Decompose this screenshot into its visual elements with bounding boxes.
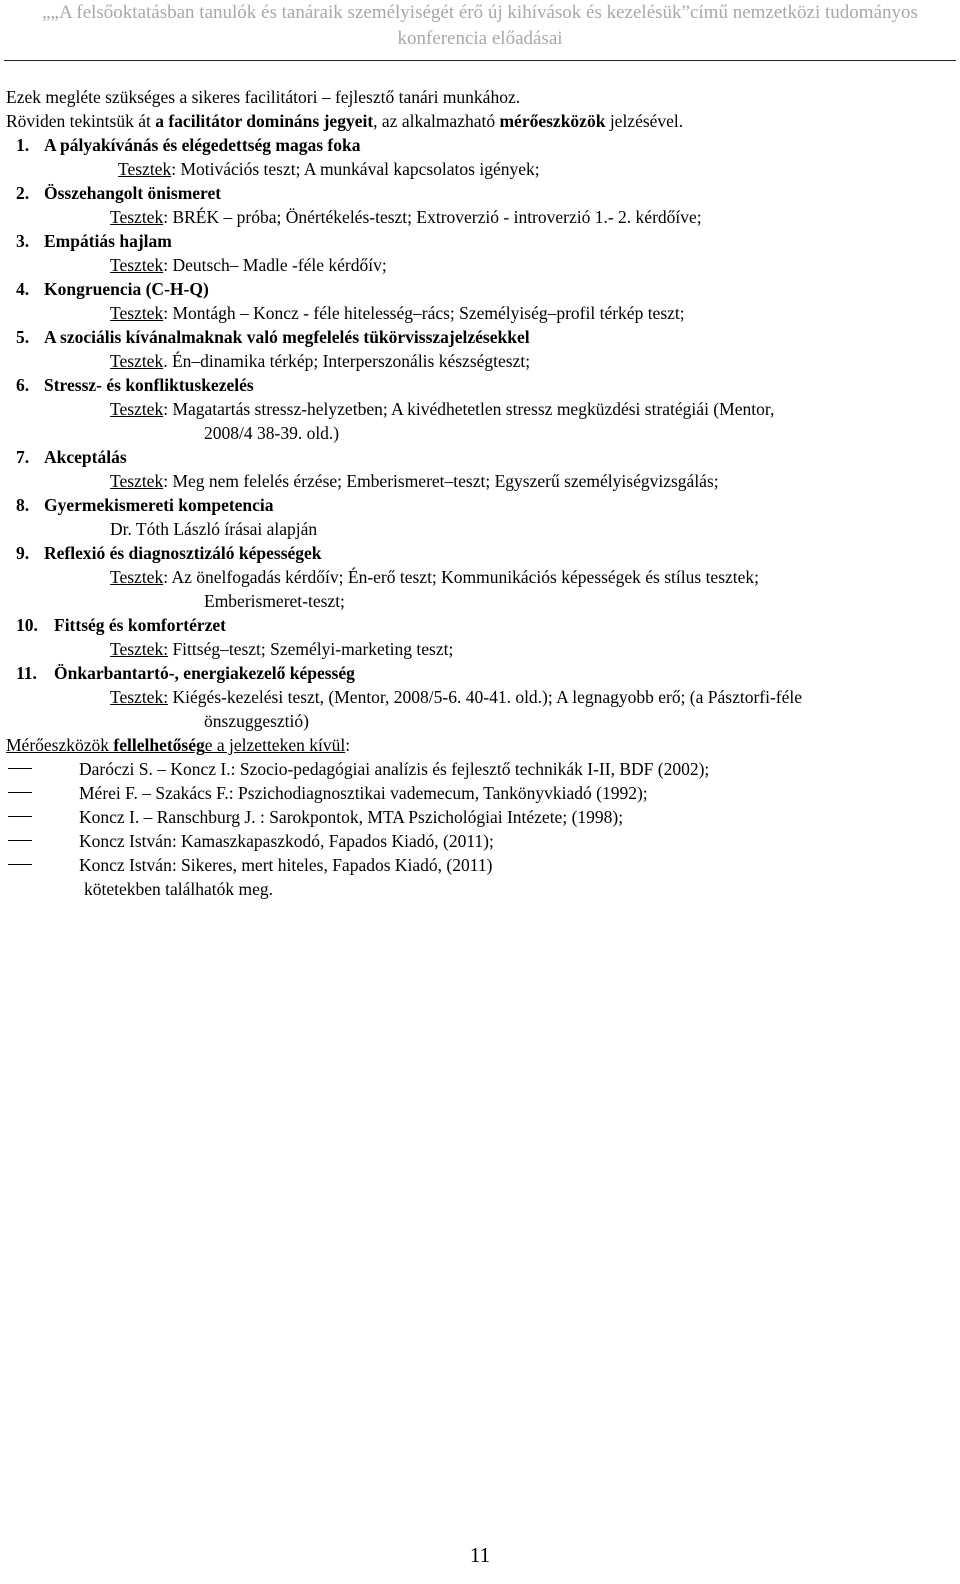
closing-line: kötetekben találhatók meg.: [84, 879, 274, 899]
tests-line: [6, 301, 956, 325]
tests-line: [6, 253, 956, 277]
running-header: [0, 0, 960, 52]
dash-bullet-icon: [8, 792, 32, 793]
item-number: 4.: [16, 279, 30, 299]
tests-text: : Montágh – Koncz - féle hitelesség–rács; Személyiség–profil térkép teszt;: [163, 303, 685, 323]
tests-continuation: önszuggesztió): [204, 711, 309, 731]
header-line-1: „„A felsőoktatásban tanulók és tanáraik személyiségét érő új kihívások és kezelésük”című nemzetközi tudományos: [42, 2, 918, 23]
tests-line: [6, 469, 956, 493]
item-number: 8.: [16, 495, 30, 515]
intro-text: Röviden tekintsük át: [6, 111, 156, 131]
page-body: [6, 85, 956, 901]
tests-text: : Deutsch– Madle -féle kérdőív;: [163, 255, 387, 275]
references-heading-text: e a jelzetteken kívül: [204, 735, 346, 755]
competency-title: [6, 277, 956, 301]
dash-bullet-icon: [8, 864, 32, 865]
competency-title: [6, 229, 956, 253]
references-heading-text: Mérőeszközök: [6, 735, 114, 755]
intro-line-2: [6, 109, 956, 133]
tests-text: : Motivációs teszt; A munkával kapcsolatos igények;: [171, 159, 540, 179]
item-number: 2.: [16, 183, 30, 203]
tests-continuation: Emberismeret-teszt;: [204, 591, 345, 611]
references-list: [6, 757, 956, 877]
reference-item: [6, 853, 956, 877]
item-label: Összehangolt önismeret: [44, 183, 222, 203]
references-heading-emphasis: fellelhetőség: [113, 735, 205, 755]
item-label: Gyermekismereti kompetencia: [44, 495, 274, 515]
tests-line: [6, 157, 956, 181]
header-line-2: konferencia előadásai: [397, 28, 563, 49]
item-number: 6.: [16, 375, 30, 395]
competency-title: [6, 541, 956, 565]
reference-item: [6, 829, 956, 853]
item-number: 10.: [16, 615, 38, 635]
tests-line: [6, 205, 956, 229]
tests-line: [6, 517, 956, 541]
tests-label: Tesztek: [110, 351, 164, 371]
item-label: A pályakívánás és elégedettség magas foka: [44, 135, 361, 155]
item-label: Önkarbantartó-, energiakezelő képesség: [54, 663, 355, 683]
competency-title: [6, 445, 956, 469]
reference-item: [6, 805, 956, 829]
intro-emphasis: a facilitátor domináns jegyeit: [155, 111, 374, 131]
tests-text: Dr. Tóth László írásai alapján: [110, 519, 318, 539]
tests-continuation: 2008/4 38-39. old.): [204, 423, 340, 443]
tests-label: Tesztek: [110, 399, 164, 419]
dash-bullet-icon: [8, 840, 32, 841]
dash-bullet-icon: [8, 768, 32, 769]
header-divider: [4, 60, 956, 61]
item-number: 5.: [16, 327, 30, 347]
tests-text: : Az önelfogadás kérdőív; Én-erő teszt; Kommunikációs képességek és stílus tesztek;: [163, 567, 760, 587]
tests-text: Fittség–teszt; Személyi-marketing teszt;: [168, 639, 454, 659]
tests-line: [6, 685, 956, 709]
tests-text: : Magatartás stressz-helyzetben; A kivédhetetlen stressz megküzdési stratégiái (Mentor,: [163, 399, 775, 419]
dash-bullet-icon: [8, 816, 32, 817]
item-label: Kongruencia (C-H-Q): [44, 279, 209, 299]
tests-label: Tesztek: [110, 471, 164, 491]
intro-text: jelzésével.: [605, 111, 684, 131]
competency-title: [6, 373, 956, 397]
reference-text: Koncz I. – Ranschburg J. : Sarokpontok, MTA Pszichológiai Intézete; (1998);: [79, 807, 624, 827]
tests-text: Kiégés-kezelési teszt, (Mentor, 2008/5-6. 40-41. old.); A legnagyobb erő; (a Pásztorfi-féle: [168, 687, 803, 707]
competency-title: [6, 325, 956, 349]
tests-label: Tesztek:: [110, 639, 169, 659]
tests-line: [6, 349, 956, 373]
tests-label: Tesztek:: [110, 687, 169, 707]
competency-title: [6, 493, 956, 517]
tests-line: [6, 637, 956, 661]
competency-title: [6, 613, 956, 637]
item-number: 11.: [16, 663, 37, 683]
reference-text: Mérei F. – Szakács F.: Pszichodiagnosztikai vademecum, Tankönyvkiadó (1992);: [79, 783, 648, 803]
tests-line: [6, 397, 956, 421]
tests-line: [6, 565, 956, 589]
item-label: Stressz- és konfliktuskezelés: [44, 375, 254, 395]
item-label: Empátiás hajlam: [44, 231, 172, 251]
intro-emphasis: mérőeszközök: [499, 111, 606, 131]
item-number: 3.: [16, 231, 30, 251]
tests-label: Tesztek: [110, 255, 164, 275]
item-label: Fittség és komfortérzet: [54, 615, 226, 635]
tests-label: Tesztek: [110, 303, 164, 323]
reference-text: Koncz István: Kamaszkapaszkodó, Fapados Kiadó, (2011);: [79, 831, 494, 851]
competency-title: [6, 133, 956, 157]
competency-title: [6, 181, 956, 205]
item-number: 1.: [16, 135, 30, 155]
tests-label: Tesztek: [110, 207, 164, 227]
item-number: 7.: [16, 447, 30, 467]
references-heading: [6, 733, 956, 757]
page-number: 11: [469, 1543, 491, 1567]
references-heading-colon: :: [345, 735, 351, 755]
item-label: Reflexió és diagnosztizáló képességek: [44, 543, 322, 563]
tests-label: Tesztek: [110, 567, 164, 587]
item-label: Akceptálás: [44, 447, 127, 467]
reference-text: Daróczi S. – Koncz I.: Szocio-pedagógiai analízis és fejlesztő technikák I-II, BDF (2002);: [79, 759, 710, 779]
item-number: 9.: [16, 543, 30, 563]
reference-item: [6, 757, 956, 781]
item-label: A szociális kívánalmaknak való megfelelés tükörvisszajelzésekkel: [44, 327, 530, 347]
competency-title: [6, 661, 956, 685]
tests-text: : BRÉK – próba; Önértékelés-teszt; Extroverzió - introverzió 1.- 2. kérdőíve;: [163, 207, 702, 227]
reference-item: [6, 781, 956, 805]
tests-label: Tesztek: [118, 159, 172, 179]
intro-text: , az alkalmazható: [373, 111, 500, 131]
reference-text: Koncz István: Sikeres, mert hiteles, Fapados Kiadó, (2011): [79, 855, 493, 875]
tests-text: : Meg nem felelés érzése; Emberismeret–teszt; Egyszerű személyiségvizsgálás;: [163, 471, 719, 491]
intro-line-1: Ezek megléte szükséges a sikeres facilitátori – fejlesztő tanári munkához.: [6, 87, 521, 107]
tests-text: . Én–dinamika térkép; Interperszonális készségteszt;: [163, 351, 531, 371]
